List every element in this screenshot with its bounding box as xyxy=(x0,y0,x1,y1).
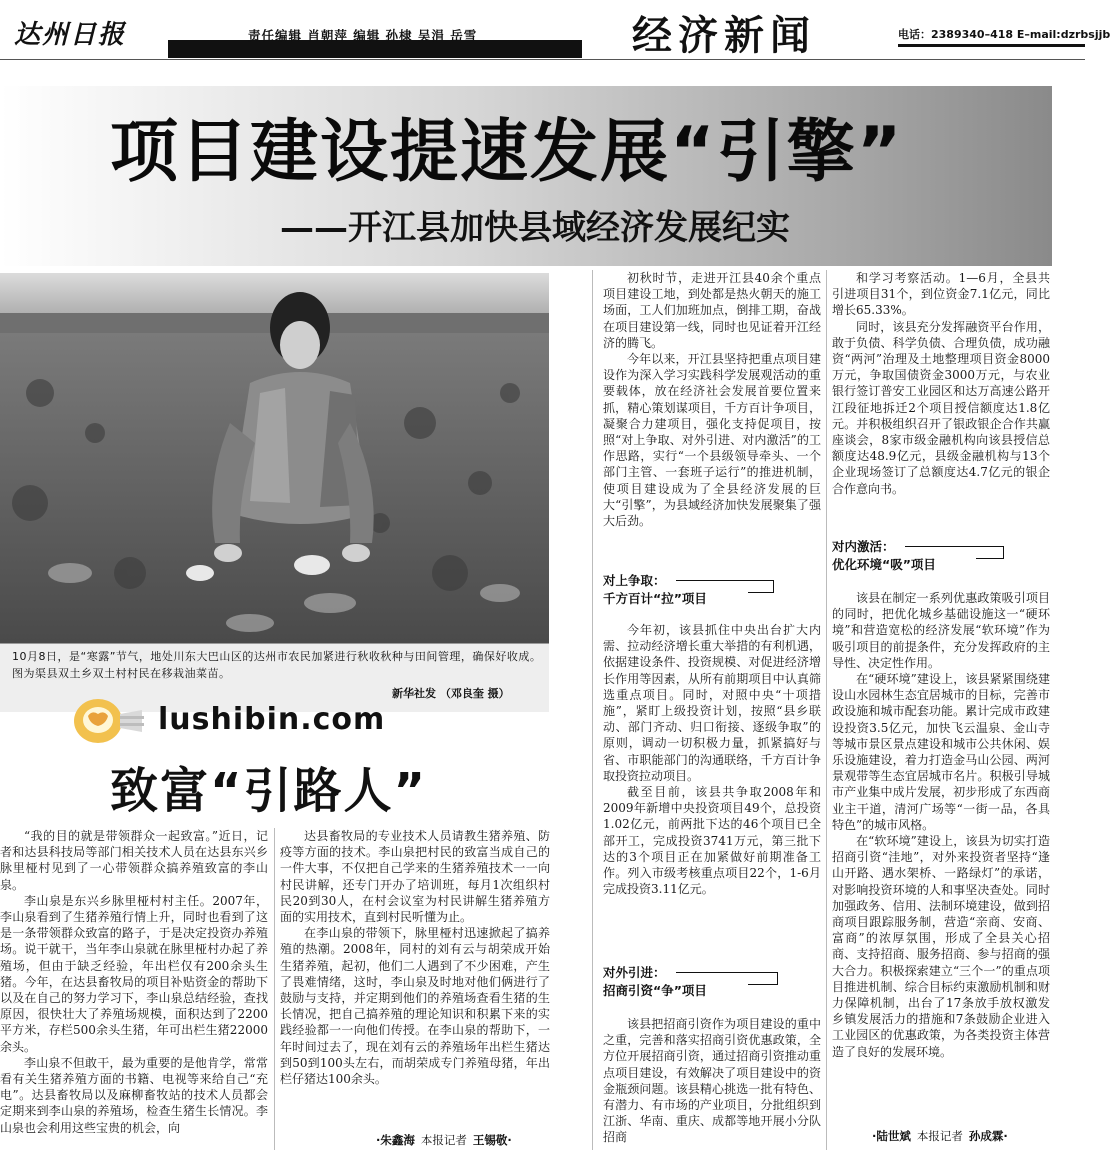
article-column-4-b xyxy=(832,590,1050,1126)
watermark-text: lushibin.com xyxy=(158,702,386,737)
farmer-planting-photo xyxy=(0,273,549,643)
byline-author: ·陆世斌 xyxy=(872,1129,911,1143)
editors-line: 责任编辑 肖朝萍 编辑 孙棣 吴涓 岳雪 xyxy=(248,28,478,43)
contact-info: 电话：2389340–418 E–mail:dzrbsjjb xyxy=(898,28,1110,41)
article-column-3-intro xyxy=(603,270,821,560)
masthead-rule xyxy=(0,59,1085,60)
sub-headline: ——开江县加快县域经济发展纪实 xyxy=(280,208,790,248)
subhead-label-3: 对内激活： xyxy=(832,539,895,554)
section-title: 经济新闻 xyxy=(632,12,816,59)
subhead-label-1: 对上争取： xyxy=(603,573,666,588)
subhead-rule-base xyxy=(976,558,1004,559)
subhead-rule-base xyxy=(748,592,774,593)
article-paragraph: 在“硬环境”建设上，该县紧紧围绕建设山水园林生态宜居城市的目标，完善市政设施和城市配套功能。累计完成市政建设投资3.5亿元，加快飞云温泉、金山寺等城市景区景点建设和城市公共休闲、娱乐设施建设，着力打造金马山公园、两河景观带等生态宜居城市名片。积极引导城市产业集中成片发展，初步形成了东西商业主干道，清河广场等“一街一品，各具特色”的城市风格。 xyxy=(832,672,1050,832)
article-paragraph: 今年以来，开江县坚持把重点项目建设作为深入学习实践科学发展观活动的重要载体，放在经济社会发展首要位置来抓，精心策划谋项目，千方百计争项目，凝聚合力建项目，强化支持促项目，按照“对上争取、对外引进、对内激活”的工作思路，实行“一个县级领导牵头、一个部门主管、一套班子运行”的推进机制，使项目建设成为了全县经济发展的巨大“引擎”，为县域经济加快发展聚集了强大后劲。 xyxy=(603,352,821,529)
photo-caption: 10月8日，是“寒露”节气，地处川东大巴山区的达州市农民加紧进行秋收秋种与田间管理，确保好收成。图为渠县双土乡双土村村民在移栽油菜苗。 xyxy=(12,650,542,680)
column-divider xyxy=(592,270,593,1150)
article-byline xyxy=(872,1128,1008,1144)
newspaper-logo: 达州日报 xyxy=(14,20,127,50)
masthead-rule-right xyxy=(898,44,1085,47)
article-column-3-section-1 xyxy=(603,622,821,948)
column-divider xyxy=(274,828,275,1150)
photo-credit: 新华社发 （邓良奎 摄） xyxy=(392,687,510,700)
article-column-3-section-2 xyxy=(603,1016,821,1150)
byline-author: 王锡敬· xyxy=(472,1133,512,1147)
subhead-title-3: 优化环境“吸”项目 xyxy=(832,557,936,572)
story-column-2 xyxy=(280,828,550,1128)
byline-role: 本报记者 xyxy=(916,1129,963,1143)
article-paragraph: 同时，该县充分发挥融资平台作用，敢于负债、科学负债、合理负债，成功融资“两河”治理及土地整理项目资金8000万元，争取国债资金3000万元，与农业银行签订普安工业园区和达万高速公路开江段征地拆迁2个项目授信额度达1.8亿元。并积极组织召开了银政银企合作共赢座谈会，8家市级金融机构向该县授信总额度达48.9亿元，县级金融机构与13个企业现场签订了总额度达4.7亿元的银企合作意向书。 xyxy=(832,319,1050,496)
story-paragraph: 达县畜牧局的专业技术人员请教生猪养殖、防疫等方面的技术。李山泉把村民的致富当成自己的一件大事，不仅把自己学来的生猪养殖技术一一向村民讲解，还专门开办了培训班，每月1次组织村民20到30人，在村会议室为村民讲解生猪养殖方面的实用技术，直到村民听懂为止。 xyxy=(280,829,550,925)
main-headline: 项目建设提速发展“引擎” xyxy=(110,113,904,192)
byline-role: 本报记者 xyxy=(420,1133,467,1147)
article-paragraph: 和学习考察活动。1—6月，全县共引进项目31个，到位资金7.1亿元，同比增长65.33%。 xyxy=(832,271,1050,318)
story-title: 致富“引路人” xyxy=(110,763,428,819)
subhead-title-1: 千方百计“拉”项目 xyxy=(603,591,707,606)
article-paragraph: 该县在制定一系列优惠政策吸引项目的同时，把优化城乡基础设施这一“硬环境”和营造宽松的经济发展“软环境”作为吸引项目的前提条件，充分发挥政府的主导性、决定性作用。 xyxy=(832,591,1050,670)
subhead-title-2: 招商引资“争”项目 xyxy=(603,983,707,998)
story-byline xyxy=(376,1132,512,1148)
brain-bulb-icon xyxy=(72,696,150,746)
masthead xyxy=(0,0,1110,62)
article-paragraph: 在“软环境”建设上，该县为切实打造招商引资“洼地”，对外来投资者坚持“逢山开路、遇水架桥、一路绿灯”的承诺，对影响投资环境的人和事坚决查处。同时加强政务、信用、法制环境建设，做到招商项目跟踪服务制，营造“亲商、安商、富商”的浓厚氛围，形成了全县关心招商、支持招商、服务招商、参与招商的强大合力。积极探索建立“三个一”的重点项目推进机制、综合目标约束激励机制和财力保障机制，出台了17条放手放权激发乡镇发展活力的措施和7条鼓励企业进入工业园区的优惠政策，为各类投资主体营造了良好的发展环境。 xyxy=(832,834,1050,1059)
story-paragraph: 李山泉不但敢干，最为重要的是他肯学，常常看有关生猪养殖方面的书籍、电视等来给自己“充电”。达县畜牧局以及麻柳畜牧站的技术人员都会定期来到李山泉的养殖场，检查生猪生长情况。李山泉也会利用这些宝贵的机会，向 xyxy=(0,1055,268,1135)
byline-author: ·朱鑫海 xyxy=(376,1133,415,1147)
story-paragraph: “我的目的就是带领群众一起致富。”近日，记者和达县科技局等部门相关技术人员在达县东兴乡脉里桠村见到了一心带领群众搞养殖致富的李山泉。 xyxy=(0,829,268,892)
byline-author: 孙成霖· xyxy=(968,1129,1008,1143)
subhead-rule-base xyxy=(748,984,778,985)
subhead-label-2: 对外引进： xyxy=(603,965,666,980)
story-paragraph: 李山泉是东兴乡脉里桠村村主任。2007年，李山泉看到了生猪养殖行情上升，同时也看到了这是一条带领群众致富的路子，于是决定投资办养殖场。说干就干，当年李山泉就在脉里桠村办起了养殖场，但由于缺乏经验，年出栏仅有200余头生猪。今年，在达县畜牧局的项目补贴资金的帮助下以及在自己的努力学习下，李山泉总结经验，查找原因，很快壮大了养殖场规模，面积达到了2200平方米，存栏500余头生猪，年可出栏生猪22000余头。 xyxy=(0,893,268,1054)
article-column-4-a xyxy=(832,270,1050,528)
article-paragraph: 今年初，该县抓住中央出台扩大内需、拉动经济增长重大举措的有利机遇，依据建设条件、投资规模、对促进经济增长作用等因素，从所有前期项目中认真筛选重点项目。同时，对照中央“十项措施”，紧盯上级投资计划，按照“县乡联动、部门齐动、归口衔接、逐级争取”的原则，调动一切积极力量，抓紧搞好与省、市职能部门的沟通联络，千方百计争取投资拉动项目。 xyxy=(603,623,821,783)
story-column-1 xyxy=(0,828,268,1150)
article-paragraph: 该县把招商引资作为项目建设的重中之重，完善和落实招商引资优惠政策，全方位开展招商引资，通过招商引资推动重点项目建设，有效解决了项目建设中的资金瓶颈问题。该县精心挑选一批有特色、有潜力、有市场的产业项目，分批组织到江浙、华南、重庆、成都等地开展小分队招商 xyxy=(603,1017,821,1145)
news-photo xyxy=(0,273,549,643)
story-paragraph: 在李山泉的带领下，脉里桠村迅速掀起了搞养殖的热潮。2008年，同村的刘有云与胡荣成开始生猪养殖，起初，他们二人遇到了不少困难，产生了畏难情绪，这时，李山泉及时地对他们俩进行了鼓励与支持，并定期到他们的养殖场查看生猪的生长情况，把自己搞养殖的理论知识和积累下来的实践经验都一一向他们传授。在李山泉的帮助下，一年时间过去了，现在刘有云的养殖场年出栏生猪达到50到100头左右，而胡荣成专门养殖母猪，年出栏仔猪达100余头。 xyxy=(280,926,550,1087)
article-paragraph: 截至目前，该县共争取2008年和2009年新增中央投资项目49个，总投资1.02亿元，前两批下达的46个项目已全部开工，完成投资3741万元，第三批下达的3个项目正在加紧做好前期准备工作。列入市级考核重点项目22个，1-6月完成投资3.11亿元。 xyxy=(603,785,821,897)
column-divider xyxy=(826,270,827,1150)
article-paragraph: 初秋时节，走进开江县40余个重点项目建设工地，到处都是热火朝天的施工场面，工人们加班加点，倒排工期，奋战在项目建设第一线，同时也见证着开江经济的腾飞。 xyxy=(603,271,821,350)
